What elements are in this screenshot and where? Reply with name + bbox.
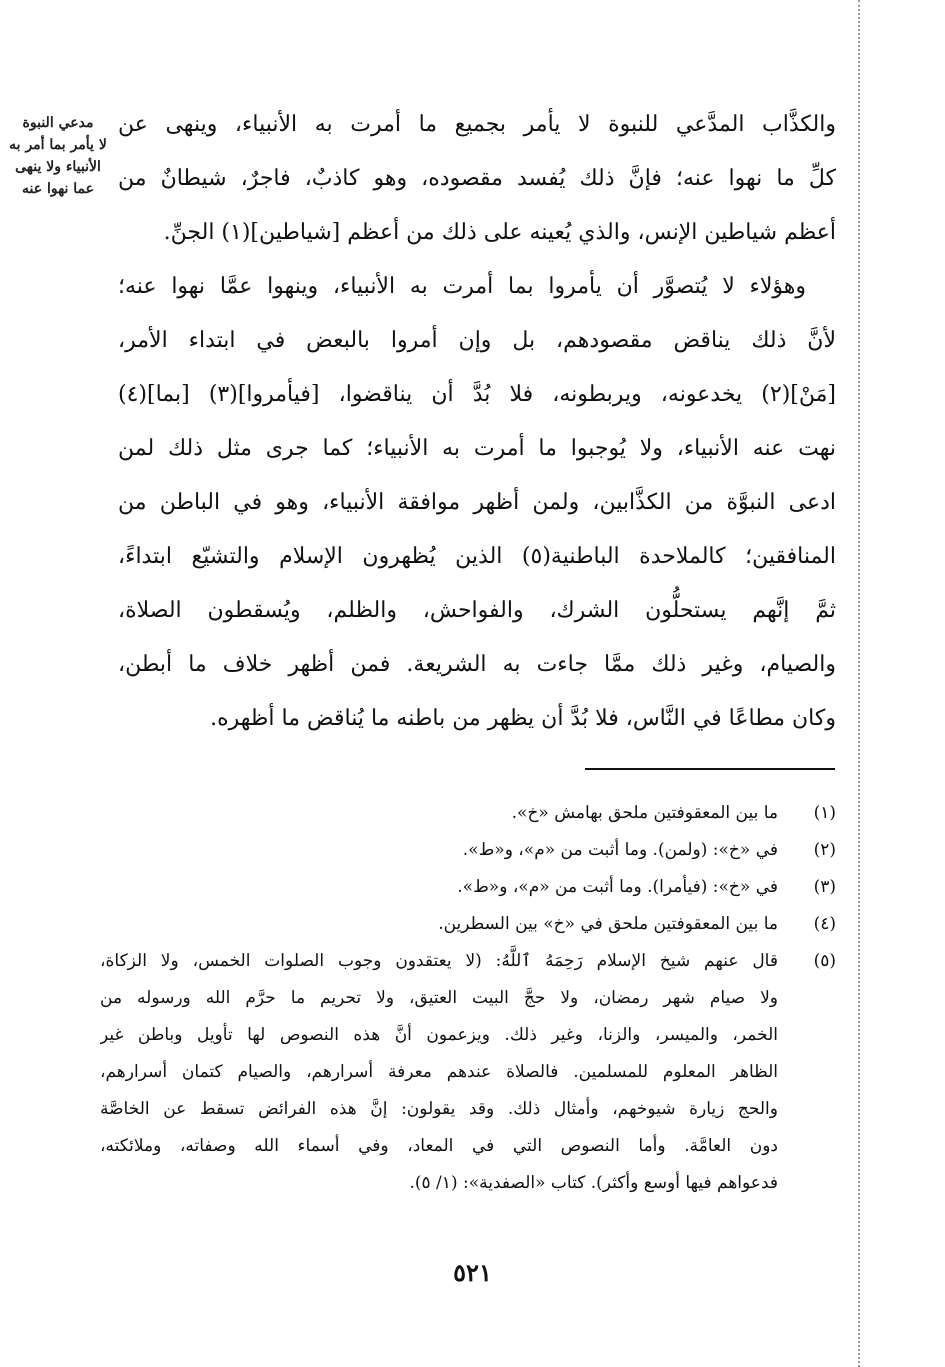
text-line: والكذَّاب المدَّعي للنبوة لا يأمر بجميع ما أمرت به الأنبياء، وينهى عن xyxy=(118,112,836,137)
text-line: نهت عنه الأنبياء، ولا يُوجبوا ما أمرت به الأنبياء؛ كما جرى مثل ذلك لمن xyxy=(118,436,836,461)
text-line: وكان مطاعًا في النَّاس، فلا بُدَّ أن يظهر من باطنه ما يُناقض ما أظهره. xyxy=(210,706,836,731)
footnote-text: الظاهر المعلوم للمسلمين. فالصلاة عندهم معرفة أسرارهم، والصيام كتمان أسرارهم، xyxy=(100,1062,778,1082)
footnote-text: في «خ»: (فيأمرا). وما أثبت من «م»، و«ط». xyxy=(457,877,778,897)
footnote-text: الخمر، والميسر، والزنا، وغير ذلك. ويزعمون أنَّ هذه النصوص لها تأويل وباطن غير xyxy=(100,1025,778,1045)
text-line: وهؤلاء لا يُتصوَّر أن يأمروا بما أمرت به الأنبياء، وينهوا عمَّا نهوا عنه؛ xyxy=(118,274,806,299)
footnote xyxy=(100,869,836,906)
text-line: ادعى النبوَّة من الكذَّابين، ولمن أظهر موافقة الأنبياء، وهو في الباطن من xyxy=(118,490,836,515)
footnote-text: قال عنهم شيخ الإسلام رَحِمَهُ ٱللَّهُ: (لا يعتقدون وجوب الصلوات الخمس، ولا الزكاة، xyxy=(100,951,778,971)
footnote-text: ولا صيام شهر رمضان، ولا حجَّ البيت العتيق، ولا تحريم ما حرَّم الله ورسوله من xyxy=(100,988,778,1008)
main-text xyxy=(118,98,836,746)
footnote-number: (١) xyxy=(813,803,836,823)
footnote xyxy=(100,832,836,869)
text-line: ثمَّ إنَّهم يستحلُّون الشرك، والفواحش، والظلم، ويُسقطون الصلاة، xyxy=(118,598,836,623)
footnote-number: (٤) xyxy=(813,914,836,934)
text-line: لأنَّ ذلك يناقض مقصودهم، بل وإن أمروا بالبعض في ابتداء الأمر، xyxy=(118,328,836,353)
text-line: أعظم شياطين الإنس، والذي يُعينه على ذلك من أعظم [شياطين](١) الجنِّ. xyxy=(163,220,836,245)
margin-note-line: الأنبياء ولا ينهى xyxy=(15,159,101,175)
footnotes xyxy=(100,795,836,1202)
margin-note-line: لا يأمر بما أمر به xyxy=(9,137,107,153)
text-line: كلِّ ما نهوا عنه؛ فإنَّ ذلك يُفسد مقصوده، وهو كاذبٌ، فاجرٌ، شيطانٌ من xyxy=(118,166,836,191)
footnote-text: في «خ»: (ولمن). وما أثبت من «م»، و«ط». xyxy=(462,840,778,860)
footnote xyxy=(100,906,836,943)
footnote xyxy=(100,943,836,1202)
footnote-number: (٣) xyxy=(813,877,836,897)
footnote xyxy=(100,795,836,832)
text-line: [مَنْ](٢) يخدعونه، ويربطونه، فلا بُدَّ أن يناقضوا، [فيأمروا](٣) [بما](٤) xyxy=(118,382,836,407)
text-line: والصيام، وغير ذلك ممَّا جاءت به الشريعة. فمن أظهر خلاف ما أبطن، xyxy=(118,652,836,677)
margin-note xyxy=(2,112,114,200)
footnote-text: ما بين المعقوفتين ملحق بهامش «خ». xyxy=(511,803,778,823)
margin-note-line: مدعي النبوة xyxy=(22,115,94,131)
footnote-text: دون العامَّة. وأما النصوص التي في المعاد، وفي أسماء الله وصفاته، وملائكته، xyxy=(100,1136,778,1156)
footnote-text: ما بين المعقوفتين ملحق في «خ» بين السطرين. xyxy=(438,914,778,934)
footnote-text: والحج زيارة شيوخهم، وأمثال ذلك. وقد يقولون: إنَّ هذه الفرائض تسقط عن الخاصَّة xyxy=(100,1099,778,1119)
footnote-number: (٢) xyxy=(813,840,836,860)
margin-note-line: عما نهوا عنه xyxy=(21,181,95,197)
page-number: ٥٢١ xyxy=(453,1258,492,1287)
text-line: المنافقين؛ كالملاحدة الباطنية(٥) الذين يُظهرون الإسلام والتشيّع ابتداءً، xyxy=(118,544,836,569)
footnote-number: (٥) xyxy=(813,951,836,971)
scan-edge-dots xyxy=(858,0,860,1367)
footnote-separator xyxy=(585,768,835,770)
footnote-text: فدعواهم فيها أوسع وأكثر). كتاب «الصفدية»: (١/ ٥). xyxy=(409,1173,778,1193)
